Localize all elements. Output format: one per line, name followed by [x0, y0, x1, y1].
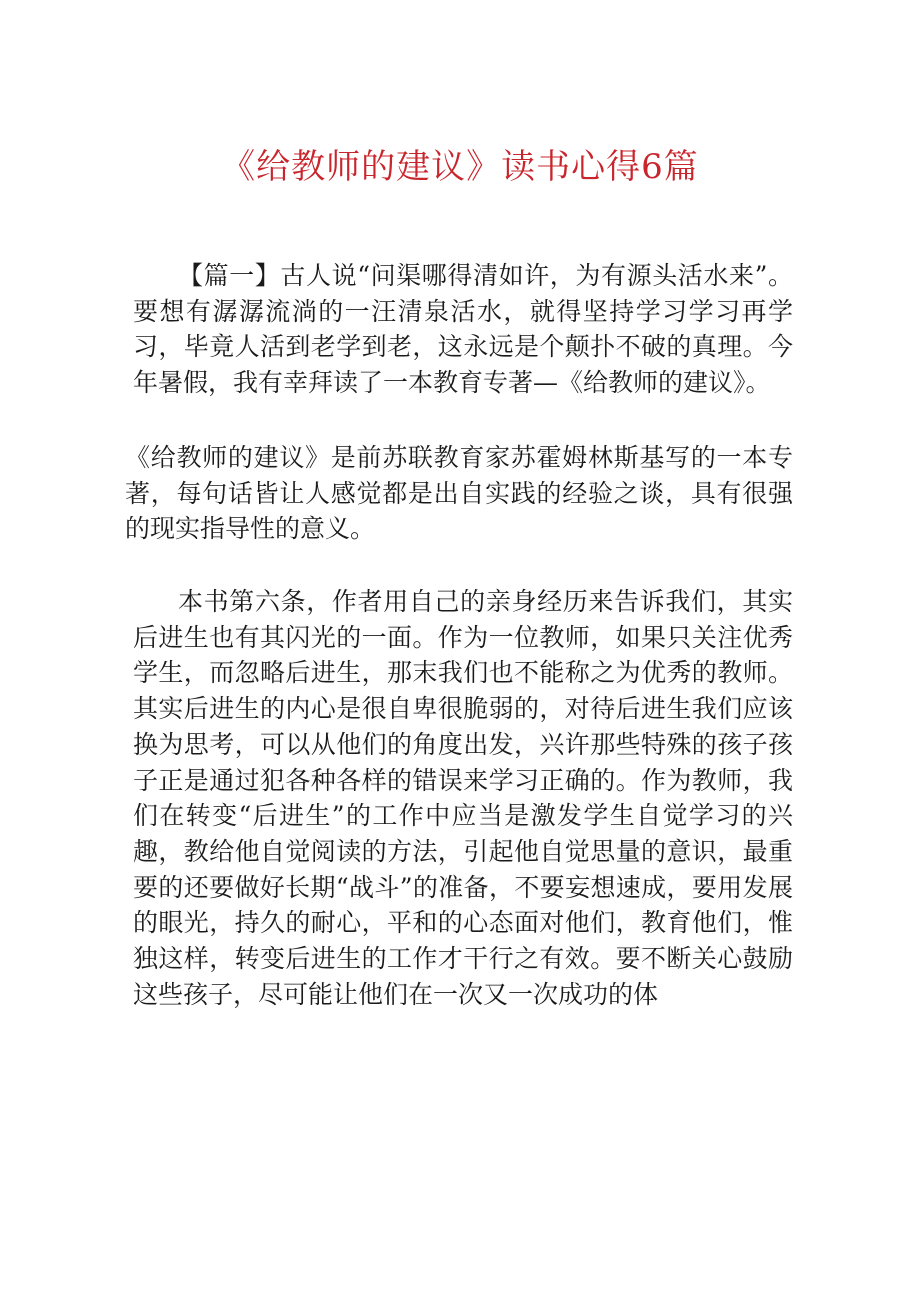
paragraph-1: 【篇一】古人说“问渠哪得清如许，为有源头活水来”。要想有潺潺流淌的一汪清泉活水，就得坚持学习学习再学习，毕竟人活到老学到老，这永远是个颠扑不破的真理。今年暑假，我有幸拜读了一本教育专著—《给教师的建议》。: [133, 261, 793, 398]
paragraph-3: 本书第六条，作者用自己的亲身经历来告诉我们，其实后进生也有其闪光的一面。作为一位教师，如果只关注优秀学生，而忽略后进生，那末我们也不能称之为优秀的教师。其实后进生的内心是很自卑很脆弱的，对待后进生我们应该换为思考，可以从他们的角度出发，兴许那些特殊的孩子孩子正是通过犯各种各样的错误来学习正确的。作为教师，我们在转变“后进生”的工作中应当是激发学生自觉学习的兴趣，教给他自觉阅读的方法，引起他自觉思量的意识，最重要的还要做好长期“战斗”的准备，不要妄想速成，要用发展的眼光，持久的耐心，平和的心态面对他们，教育他们，惟独这样，转变后进生的工作才干行之有效。要不断关心鼓励这些孩子，尽可能让他们在一次又一次成功的体: [133, 587, 793, 1009]
document-title: 《给教师的建议》读书心得6篇: [221, 147, 699, 187]
paragraph-2: 《给教师的建议》是前苏联教育家苏霍姆林斯基写的一本专著，每句话皆让人感觉都是出自实践的经验之谈，具有很强的现实指导性的意义。: [125, 443, 793, 544]
